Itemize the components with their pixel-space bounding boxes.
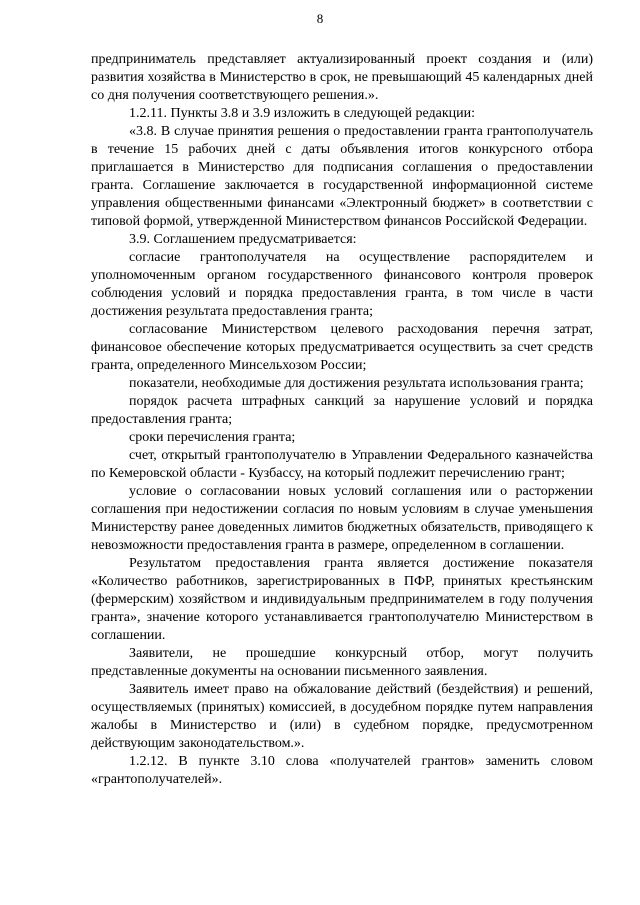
- paragraph: Заявитель имеет право на обжалование действий (бездействия) и решений, осуществляемых (принятых) комиссией, в досудебном порядке путем направления жалобы в Министерство и (или) в судебном порядке, предусмотренном действующим законодательством.».: [91, 682, 593, 751]
- document-body: [91, 51, 593, 789]
- paragraph: Заявители, не прошедшие конкурсный отбор, могут получить представленные документы на основании письменного заявления.: [91, 646, 593, 679]
- paragraph: счет, открытый грантополучателю в Управлении Федерального казначейства по Кемеровской области - Кузбассу, на который подлежит перечислению грант;: [91, 448, 593, 481]
- paragraph: условие о согласовании новых условий соглашения или о расторжении соглашения при недостижении согласия по новым условиям в случае уменьшения Министерству ранее доведенных лимитов бюджетных обязательств, приводящего к невозможности предоставления гранта в размере, определенном в соглашении.: [91, 484, 593, 553]
- paragraph: показатели, необходимые для достижения результата использования гранта;: [129, 376, 584, 391]
- paragraph: согласование Министерством целевого расходования перечня затрат, финансовое обеспечение которых предусматривается осуществить за счет средств гранта, определенного Минсельхозом России;: [91, 322, 593, 373]
- paragraph: «3.8. В случае принятия решения о предоставлении гранта грантополучатель в течение 15 рабочих дней с даты объявления итогов конкурсного отбора приглашается в Министерство для подписания соглашения о предоставлении гранта. Соглашение заключается в государственной информационной системе управления общественными финансами «Электронный бюджет» в соответствии с типовой формой, утвержденной Министерством финансов Российской Федерации.: [91, 124, 593, 229]
- paragraph: согласие грантополучателя на осуществление распорядителем и уполномоченным органом государственного финансового контроля проверок соблюдения условий и порядка предоставления гранта, в том числе в части достижения результата предоставления гранта;: [91, 250, 593, 319]
- paragraph: Результатом предоставления гранта является достижение показателя «Количество работников, зарегистрированных в ПФР, принятых крестьянским (фермерским) хозяйством и индивидуальным предпринимателем в году получения гранта», значение которого устанавливается грантополучателю Министерством в соглашении.: [91, 556, 593, 643]
- page-number: 8: [316, 11, 324, 26]
- paragraph: 1.2.12. В пункте 3.10 слова «получателей грантов» заменить словом «грантополучателей».: [91, 754, 593, 787]
- paragraph: порядок расчета штрафных санкций за нарушение условий и порядка предоставления гранта;: [91, 394, 593, 427]
- paragraph: предприниматель представляет актуализированный проект создания и (или) развития хозяйства в Министерство в срок, не превышающий 45 календарных дней со дня получения соответствующего решения.».: [91, 52, 593, 103]
- paragraph: сроки перечисления гранта;: [129, 430, 296, 445]
- paragraph: 3.9. Соглашением предусматривается:: [129, 232, 357, 247]
- paragraph: 1.2.11. Пункты 3.8 и 3.9 изложить в следующей редакции:: [129, 106, 475, 121]
